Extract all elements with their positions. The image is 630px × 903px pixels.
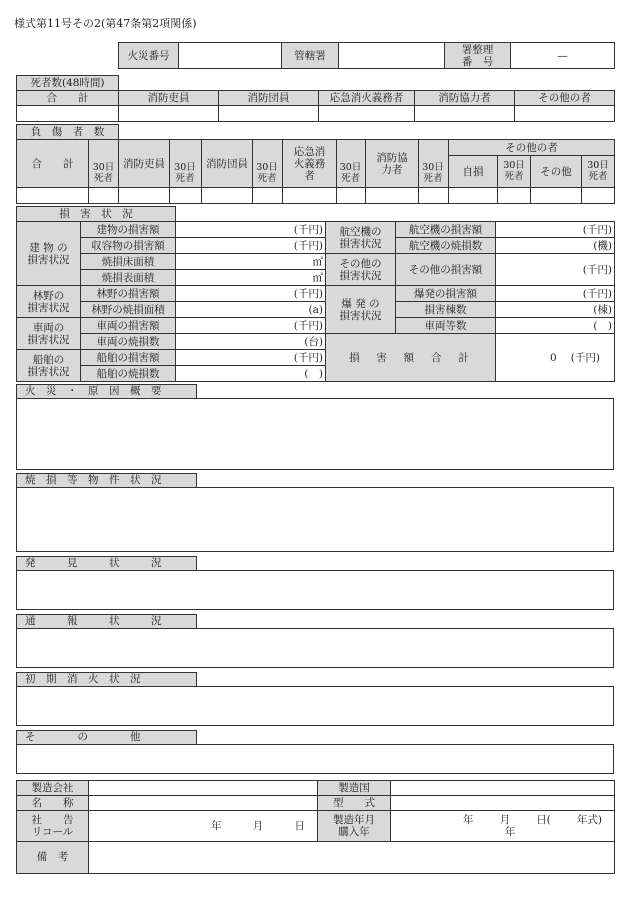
- model-label: 型 式: [318, 796, 391, 811]
- vehicle-damage-label: 車両の 損害状況: [17, 318, 81, 350]
- injured-emergency-30day: 30日 死者: [339, 162, 362, 184]
- explosion-damage-amount-label: 爆発の損害額: [396, 286, 496, 302]
- contents-damage-field[interactable]: (千円): [176, 238, 326, 254]
- other-damage-amount-label: その他の損害額: [396, 254, 496, 286]
- fire-cause-heading: 火 災 ・ 原 因 概 要: [16, 384, 197, 399]
- injured-fire-staff-field[interactable]: [119, 188, 170, 204]
- injured-self-harm-dead-field[interactable]: [498, 188, 531, 204]
- initial-extinguish-heading: 初 期 消 火 状 況: [16, 672, 197, 687]
- manufacture-date-field[interactable]: 年 月 日( 年式) 年: [391, 811, 615, 841]
- jurisdiction-label: 管轄署: [282, 43, 339, 69]
- explosion-buildings-field[interactable]: (棟): [496, 302, 615, 318]
- floor-area-label: 焼損床面積: [81, 254, 176, 270]
- explosion-vehicles-label: 車両等数: [396, 318, 496, 334]
- injured-other-field[interactable]: [531, 188, 582, 204]
- injured-other-dead-field[interactable]: [582, 188, 615, 204]
- other-damage-amount-field[interactable]: (千円): [496, 254, 615, 286]
- floor-area-field[interactable]: ㎡: [176, 254, 326, 270]
- country-label: 製造国: [318, 781, 391, 796]
- deaths-col-cooperator: 消防協力者: [415, 91, 515, 106]
- product-name-label: 名 称: [17, 796, 89, 811]
- product-name-field[interactable]: [89, 796, 318, 811]
- injured-emergency-field[interactable]: [283, 188, 337, 204]
- other-heading: そ の 他: [16, 730, 197, 745]
- injured-cooperator-label: 消防協 力者: [366, 140, 419, 188]
- injured-emergency-dead-field[interactable]: [337, 188, 366, 204]
- fire-number-field[interactable]: [179, 43, 282, 69]
- ship-damage-amount-label: 船舶の損害額: [81, 350, 176, 366]
- aircraft-count-label: 航空機の焼損数: [396, 238, 496, 254]
- burned-property-heading: 焼 損 等 物 件 状 況: [16, 473, 197, 488]
- station-number-field[interactable]: —: [511, 43, 615, 69]
- damage-table: [16, 206, 615, 382]
- injured-self-harm-label: 自損: [449, 156, 498, 188]
- deaths-emergency-field[interactable]: [319, 106, 415, 122]
- forest-damage-amount-label: 林野の損害額: [81, 286, 176, 302]
- form-title: 様式第11号その2(第47条第2項関係): [14, 17, 197, 30]
- forest-damage-label: 林野の 損害状況: [17, 286, 81, 318]
- other-damage-label: その他の 損害状況: [326, 254, 396, 286]
- building-damage-amount-label: 建物の損害額: [81, 222, 176, 238]
- vehicle-damage-amount-field[interactable]: (千円): [176, 318, 326, 334]
- building-damage-label: 建 物 の 損害状況: [17, 222, 81, 286]
- deaths-total-field[interactable]: [17, 106, 119, 122]
- discovery-heading: 発 見 状 況: [16, 556, 197, 571]
- vehicle-damage-amount-label: 車両の損害額: [81, 318, 176, 334]
- injured-fire-corps-label: 消防団員: [202, 140, 253, 188]
- contents-damage-label: 収容物の損害額: [81, 238, 176, 254]
- deaths-fire-staff-field[interactable]: [119, 106, 219, 122]
- remarks-label: 備 考: [17, 841, 89, 873]
- model-field[interactable]: [391, 796, 615, 811]
- ship-count-label: 船舶の焼損数: [81, 366, 176, 382]
- discovery-field[interactable]: [16, 570, 614, 610]
- report-field[interactable]: [16, 628, 614, 668]
- ship-damage-amount-field[interactable]: (千円): [176, 350, 326, 366]
- header-table: [118, 42, 615, 69]
- manufacture-date-label: 製造年月 購入年: [318, 811, 391, 841]
- manufacturer-label: 製造会社: [17, 781, 89, 796]
- fire-number-label: 火災番号: [119, 43, 179, 69]
- report-heading: 通 報 状 況: [16, 614, 197, 629]
- deaths-col-fire-corps: 消防団員: [219, 91, 319, 106]
- injured-fire-staff-30day: 30日 死者: [174, 162, 196, 184]
- explosion-buildings-label: 損害棟数: [396, 302, 496, 318]
- aircraft-count-field[interactable]: (機): [496, 238, 615, 254]
- product-table: [16, 780, 615, 874]
- initial-extinguish-field[interactable]: [16, 686, 614, 726]
- deaths-others-field[interactable]: [515, 106, 615, 122]
- ship-damage-label: 船舶の 損害状況: [17, 350, 81, 382]
- aircraft-damage-label: 航空機の 損害状況: [326, 222, 396, 254]
- deaths-col-others: その他の者: [515, 91, 615, 106]
- burned-property-field[interactable]: [16, 487, 614, 552]
- ship-count-field[interactable]: ( ): [176, 366, 326, 382]
- injured-total-30day: 30日 死者: [92, 162, 115, 184]
- damage-total-field[interactable]: 0 (千円): [496, 334, 615, 382]
- deaths-title: 死者数(48時間): [17, 76, 119, 91]
- injured-fire-corps-30day: 30日 死者: [256, 162, 278, 184]
- injured-cooperator-30day: 30日 死者: [422, 162, 444, 184]
- deaths-cooperator-field[interactable]: [415, 106, 515, 122]
- building-damage-amount-field[interactable]: (千円): [176, 222, 326, 238]
- explosion-damage-label: 爆 発 の 損害状況: [326, 286, 396, 334]
- deaths-col-emergency: 応急消火義務者: [319, 91, 415, 106]
- explosion-vehicles-field[interactable]: ( ): [496, 318, 615, 334]
- vehicle-count-field[interactable]: (台): [176, 334, 326, 350]
- recall-date-field[interactable]: 年 月 日: [89, 811, 318, 841]
- deaths-table: [16, 75, 615, 122]
- surface-area-field[interactable]: ㎡: [176, 270, 326, 286]
- injured-fire-staff-label: 消防吏員: [119, 140, 170, 188]
- remarks-field[interactable]: [89, 841, 615, 873]
- injured-other-30day: 30日 死者: [582, 156, 615, 188]
- surface-area-label: 焼損表面積: [81, 270, 176, 286]
- injured-cooperator-field[interactable]: [366, 188, 419, 204]
- forest-damage-amount-field[interactable]: (千円): [176, 286, 326, 302]
- injured-total-field[interactable]: [17, 188, 89, 204]
- country-field[interactable]: [391, 781, 615, 796]
- injured-other-label: その他: [531, 156, 582, 188]
- forest-area-field[interactable]: (a): [176, 302, 326, 318]
- injured-self-harm-field[interactable]: [449, 188, 498, 204]
- damage-title: 損 害 状 況: [17, 207, 176, 222]
- deaths-col-total: 合 計: [17, 91, 119, 106]
- injured-cooperator-dead-field[interactable]: [419, 188, 449, 204]
- other-field[interactable]: [16, 744, 614, 774]
- injured-self-harm-30day: 30日 死者: [498, 156, 531, 188]
- injured-fire-corps-field[interactable]: [202, 188, 253, 204]
- explosion-damage-amount-field[interactable]: (千円): [496, 286, 615, 302]
- injured-fire-corps-dead-field[interactable]: [253, 188, 283, 204]
- recall-label: 社 告 リコール: [17, 811, 89, 841]
- deaths-col-fire-staff: 消防吏員: [119, 91, 219, 106]
- jurisdiction-field[interactable]: [339, 43, 445, 69]
- fire-cause-field[interactable]: [16, 398, 614, 470]
- injured-title: 負 傷 者 数: [17, 125, 119, 140]
- deaths-fire-corps-field[interactable]: [219, 106, 319, 122]
- forest-area-label: 林野の焼損面積: [81, 302, 176, 318]
- damage-total-label: 損 害 額 合 計: [326, 334, 496, 382]
- injured-others-label: その他の者: [449, 140, 615, 156]
- manufacturer-field[interactable]: [89, 781, 318, 796]
- injured-fire-staff-dead-field[interactable]: [170, 188, 202, 204]
- vehicle-count-label: 車両の焼損数: [81, 334, 176, 350]
- injured-total-dead-field[interactable]: [89, 188, 119, 204]
- aircraft-damage-amount-label: 航空機の損害額: [396, 222, 496, 238]
- injured-emergency-label: 応急消 火義務 者: [283, 140, 337, 188]
- injured-total-label: 合 計: [17, 140, 89, 188]
- station-number-label: 署整理 番 号: [445, 43, 511, 69]
- aircraft-damage-amount-field[interactable]: (千円): [496, 222, 615, 238]
